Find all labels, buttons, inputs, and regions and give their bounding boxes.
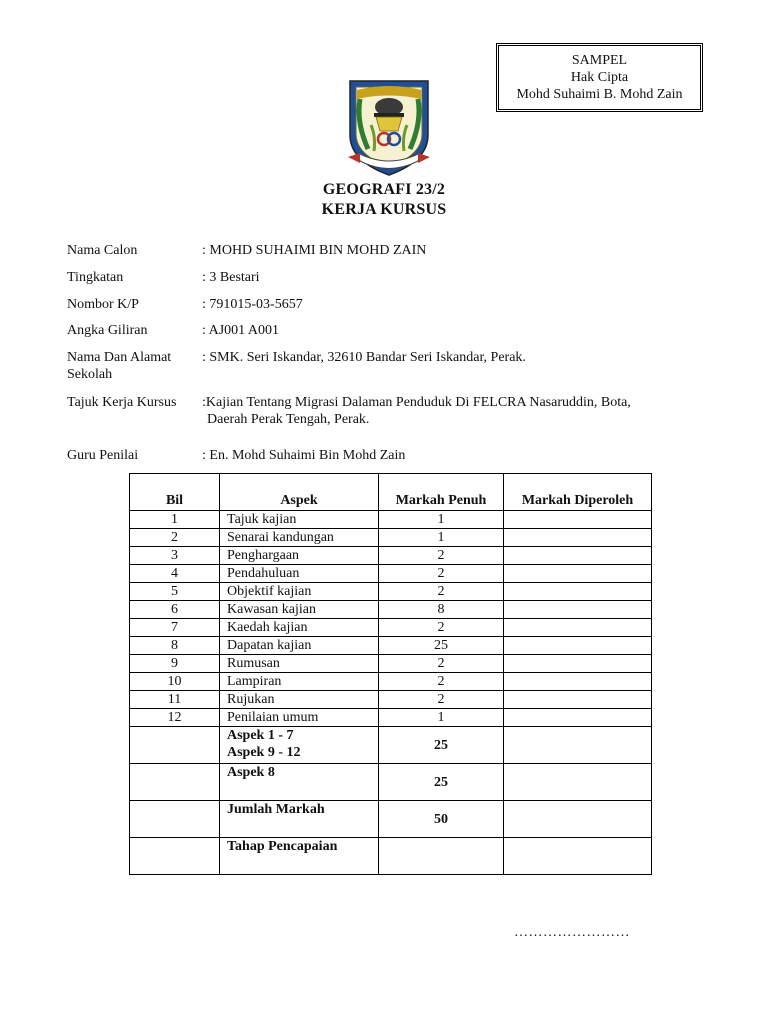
- sekolah-value: : SMK. Seri Iskandar, 32610 Bandar Seri Iskandar, Perak.: [202, 350, 526, 365]
- row-bil: 4: [130, 565, 220, 583]
- school-crest-logo: [346, 77, 432, 177]
- row-markah-diperoleh[interactable]: [504, 691, 652, 709]
- row-markah-diperoleh[interactable]: [504, 637, 652, 655]
- row-aspek: Tajuk kajian: [220, 511, 379, 529]
- summary-label-aspek-8: Aspek 8: [220, 764, 379, 801]
- table-row: [130, 583, 652, 601]
- row-markah-penuh: 2: [379, 691, 504, 709]
- summary-row-tahap-pencapaian: [130, 838, 652, 875]
- row-markah-diperoleh[interactable]: [504, 619, 652, 637]
- header-aspek: Aspek: [220, 474, 379, 511]
- row-bil: 2: [130, 529, 220, 547]
- tingkatan-label: Tingkatan: [67, 270, 124, 285]
- table-row: [130, 529, 652, 547]
- row-bil: 6: [130, 601, 220, 619]
- summary-diperoleh-jumlah-markah[interactable]: [504, 801, 652, 838]
- guru-value: : En. Mohd Suhaimi Bin Mohd Zain: [202, 448, 406, 463]
- row-markah-penuh: 2: [379, 655, 504, 673]
- row-markah-diperoleh[interactable]: [504, 583, 652, 601]
- row-markah-diperoleh[interactable]: [504, 655, 652, 673]
- document-title-subject: GEOGRAFI 23/2: [322, 181, 446, 198]
- row-aspek: Kaedah kajian: [220, 619, 379, 637]
- row-aspek: Rumusan: [220, 655, 379, 673]
- row-markah-diperoleh[interactable]: [504, 529, 652, 547]
- row-bil: 3: [130, 547, 220, 565]
- tajuk-value-line2: Daerah Perak Tengah, Perak.: [207, 412, 370, 427]
- row-bil: 11: [130, 691, 220, 709]
- row-markah-penuh: 2: [379, 565, 504, 583]
- table-row: [130, 547, 652, 565]
- tajuk-value-line1: :Kajian Tentang Migrasi Dalaman Penduduk Di FELCRA Nasaruddin, Bota,: [202, 395, 631, 410]
- guru-label: Guru Penilai: [67, 448, 139, 463]
- row-aspek: Rujukan: [220, 691, 379, 709]
- summary-value-tahap-pencapaian[interactable]: [379, 838, 504, 875]
- summary-label-aspek-9-12: Aspek 9 - 12: [227, 745, 301, 760]
- document-title-type: KERJA KURSUS: [321, 201, 447, 218]
- summary-row-aspek-8: [130, 764, 652, 801]
- marks-table-header: [130, 474, 652, 511]
- table-row: [130, 709, 652, 727]
- row-aspek: Objektif kajian: [220, 583, 379, 601]
- row-markah-penuh: 1: [379, 709, 504, 727]
- row-markah-penuh: 8: [379, 601, 504, 619]
- signature-line: ……………………: [514, 925, 630, 940]
- table-row: [130, 655, 652, 673]
- nama-calon-value: : MOHD SUHAIMI BIN MOHD ZAIN: [202, 243, 427, 258]
- table-row: [130, 619, 652, 637]
- table-row: [130, 565, 652, 583]
- summary-row-jumlah-markah: [130, 801, 652, 838]
- row-aspek: Kawasan kajian: [220, 601, 379, 619]
- summary-value-jumlah-markah: 50: [379, 801, 504, 838]
- row-markah-penuh: 1: [379, 529, 504, 547]
- table-row: [130, 601, 652, 619]
- summary-diperoleh-aspek-1-7-9-12[interactable]: [504, 727, 652, 764]
- angka-giliran-label: Angka Giliran: [67, 323, 148, 338]
- row-aspek: Senarai kandungan: [220, 529, 379, 547]
- row-markah-penuh: 2: [379, 619, 504, 637]
- row-markah-penuh: 2: [379, 673, 504, 691]
- summary-value-aspek-1-7-9-12: 25: [379, 727, 504, 764]
- row-bil: 12: [130, 709, 220, 727]
- summary-row-aspek-1-7-9-12: [130, 727, 652, 764]
- summary-label-aspek-1-7: Aspek 1 - 7: [227, 728, 294, 743]
- row-bil: 8: [130, 637, 220, 655]
- marks-table: [129, 473, 652, 875]
- sample-label: SAMPEL: [571, 53, 628, 68]
- row-aspek: Lampiran: [220, 673, 379, 691]
- row-bil: 9: [130, 655, 220, 673]
- row-aspek: Penilaian umum: [220, 709, 379, 727]
- row-bil: 7: [130, 619, 220, 637]
- row-markah-diperoleh[interactable]: [504, 565, 652, 583]
- row-markah-penuh: 2: [379, 547, 504, 565]
- row-markah-diperoleh[interactable]: [504, 547, 652, 565]
- row-bil: 5: [130, 583, 220, 601]
- row-markah-diperoleh[interactable]: [504, 511, 652, 529]
- summary-diperoleh-aspek-8[interactable]: [504, 764, 652, 801]
- row-aspek: Pendahuluan: [220, 565, 379, 583]
- summary-label-tahap-pencapaian: Tahap Pencapaian: [220, 838, 379, 875]
- row-bil: 10: [130, 673, 220, 691]
- row-bil: 1: [130, 511, 220, 529]
- copyright-label: Hak Cipta: [570, 70, 629, 85]
- table-row: [130, 673, 652, 691]
- copyright-sample-box: [496, 43, 703, 112]
- nama-calon-label: Nama Calon: [67, 243, 138, 258]
- tingkatan-value: : 3 Bestari: [202, 270, 260, 285]
- table-row: [130, 511, 652, 529]
- summary-value-aspek-8: 25: [379, 764, 504, 801]
- row-aspek: Dapatan kajian: [220, 637, 379, 655]
- tajuk-value: [202, 394, 631, 428]
- row-markah-penuh: 1: [379, 511, 504, 529]
- copyright-owner: Mohd Suhaimi B. Mohd Zain: [516, 87, 683, 102]
- angka-giliran-value: : AJ001 A001: [202, 323, 280, 338]
- row-markah-penuh: 2: [379, 583, 504, 601]
- nombor-kp-value: : 791015-03-5657: [202, 297, 303, 312]
- row-markah-diperoleh[interactable]: [504, 709, 652, 727]
- header-markah-penuh: Markah Penuh: [379, 474, 504, 511]
- header-bil: Bil: [130, 474, 220, 511]
- summary-label-jumlah-markah: Jumlah Markah: [220, 801, 379, 838]
- table-row: [130, 691, 652, 709]
- header-markah-diperoleh: Markah Diperoleh: [504, 474, 652, 511]
- nombor-kp-label: Nombor K/P: [67, 297, 139, 312]
- row-markah-penuh: 25: [379, 637, 504, 655]
- table-row: [130, 637, 652, 655]
- row-aspek: Penghargaan: [220, 547, 379, 565]
- tajuk-label: Tajuk Kerja Kursus: [67, 395, 177, 410]
- row-markah-diperoleh[interactable]: [504, 601, 652, 619]
- sekolah-label: Nama Dan Alamat Sekolah: [67, 350, 172, 382]
- row-markah-diperoleh[interactable]: [504, 673, 652, 691]
- summary-diperoleh-tahap-pencapaian[interactable]: [504, 838, 652, 875]
